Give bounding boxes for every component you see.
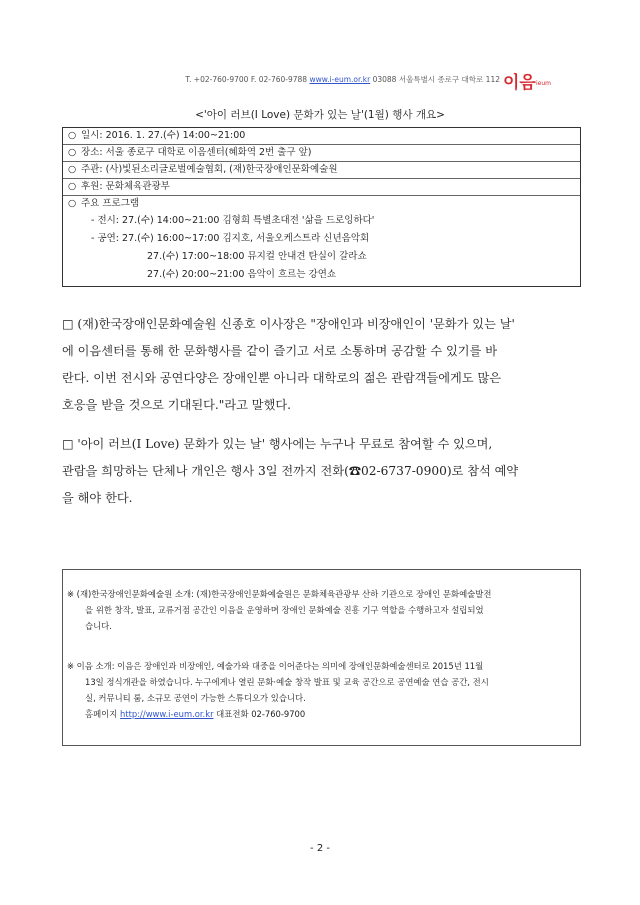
summary-item-organizer xyxy=(63,162,580,179)
contact-url-link[interactable]: www.i-eum.or.kr xyxy=(309,75,371,84)
summary-item-venue xyxy=(63,145,580,162)
paragraph-line: 란다. 이번 전시와 공연다양은 장애인뿐 아니라 대학로의 젊은 관람객들에게도 많은 xyxy=(62,371,502,385)
summary-item-date xyxy=(63,128,580,145)
page-number: - 2 - xyxy=(310,843,330,854)
note-line: ※ (재)한국장애인문화예술원 소개: (재)한국장애인문화예술원은 문화체육관광부 산하 기관으로 장애인 문화예술발전 xyxy=(67,589,492,599)
program-performance-2: 27.(수) 17:00~18:00 뮤지컬 안내견 탄실이 갈라쇼 xyxy=(147,251,367,262)
program-performance: - 공연: 27.(수) 16:00~17:00 김지호, 서울오케스트라 신년음악회 xyxy=(91,233,370,244)
summary-text: 주요 프로그램 xyxy=(81,198,140,209)
logo-text: 이음 xyxy=(503,73,536,93)
page-header xyxy=(0,72,640,92)
paragraph-quote xyxy=(62,311,582,419)
bullet-icon: ○ xyxy=(68,198,77,209)
homepage-phone: 대표전화 02-760-9700 xyxy=(213,709,306,719)
contact-info xyxy=(185,74,500,85)
ieum-logo xyxy=(503,72,563,92)
note-line: 을 위한 창작, 발표, 교류거점 공간인 이음을 운영하며 장애인 문화예술 진흥 기구 역할을 수행하고자 설립되었 xyxy=(85,605,484,615)
contact-address: 03088 서울특별시 종로구 대학로 112 xyxy=(370,75,500,84)
summary-text: 장소: 서울 종로구 대학로 이음센터(혜화역 2번 출구 앞) xyxy=(81,147,312,158)
logo-subtext: ieum xyxy=(536,80,552,87)
paragraph-reservation xyxy=(62,431,582,512)
event-title: <'아이 러브(I Love) 문화가 있는 날'(1월) 행사 개요> xyxy=(195,109,445,121)
homepage-link[interactable]: http://www.i-eum.or.kr xyxy=(120,709,214,719)
bullet-icon: ○ xyxy=(68,181,77,192)
note-line: ※ 이음 소개: 이음은 장애인과 비장애인, 예술가와 대중을 이어준다는 의미에 장애인문화예술센터로 2015년 11월 xyxy=(67,661,484,671)
program-performance-3: 27.(수) 20:00~21:00 음악이 흐르는 강연쇼 xyxy=(147,269,337,280)
contact-prefix: T. +02-760-9700 F. 02-760-9788 xyxy=(185,75,310,84)
homepage-line xyxy=(85,706,305,722)
note-line: 실, 커뮤니티 룸, 소규모 공연이 가능한 스튜디오가 있습니다. xyxy=(85,693,306,703)
homepage-label: 홈페이지 xyxy=(85,709,121,719)
paragraph-line: □ '아이 러브(I Love) 문화가 있는 날' 행사에는 누구나 무료로 참여할 수 있으며, xyxy=(62,437,493,451)
program-exhibition: - 전시: 27.(수) 14:00~21:00 김형희 특별초대전 '삶을 드로잉하다' xyxy=(91,215,375,226)
summary-item-sponsor xyxy=(63,179,580,196)
bullet-icon: ○ xyxy=(68,147,77,158)
paragraph-line: 에 이음센터를 통해 한 문화행사를 같이 즐기고 서로 소통하며 공감할 수 있기를 바 xyxy=(62,344,498,358)
note-line: 습니다. xyxy=(85,621,112,631)
summary-item-program xyxy=(63,196,580,212)
paragraph-line: 을 해야 한다. xyxy=(62,491,133,505)
notes-box xyxy=(62,569,581,746)
paragraph-line: 관람을 희망하는 단체나 개인은 행사 3일 전까지 전화(☎02-6737-0900)로 참석 예약 xyxy=(62,464,519,478)
event-summary-box xyxy=(62,127,581,287)
paragraph-line: □ (재)한국장애인문화예술원 신종호 이사장은 "장애인과 비장애인이 '문화가 있는 날' xyxy=(62,317,515,331)
bullet-icon: ○ xyxy=(68,130,77,141)
bullet-icon: ○ xyxy=(68,164,77,175)
summary-text: 후원: 문화체육관광부 xyxy=(81,181,170,192)
note-line: 13일 정식개관을 하였습니다. 누구에게나 열린 문화·예술 창작 발표 및 교육 공간으로 공연예술 연습 공간, 전시 xyxy=(85,677,489,687)
summary-text: 일시: 2016. 1. 27.(수) 14:00~21:00 xyxy=(81,130,246,141)
paragraph-line: 호응을 받을 것으로 기대된다."라고 말했다. xyxy=(62,398,291,412)
summary-text: 주관: (사)빛된소리글로벌예술협회, (재)한국장애인문화예술원 xyxy=(81,164,338,175)
